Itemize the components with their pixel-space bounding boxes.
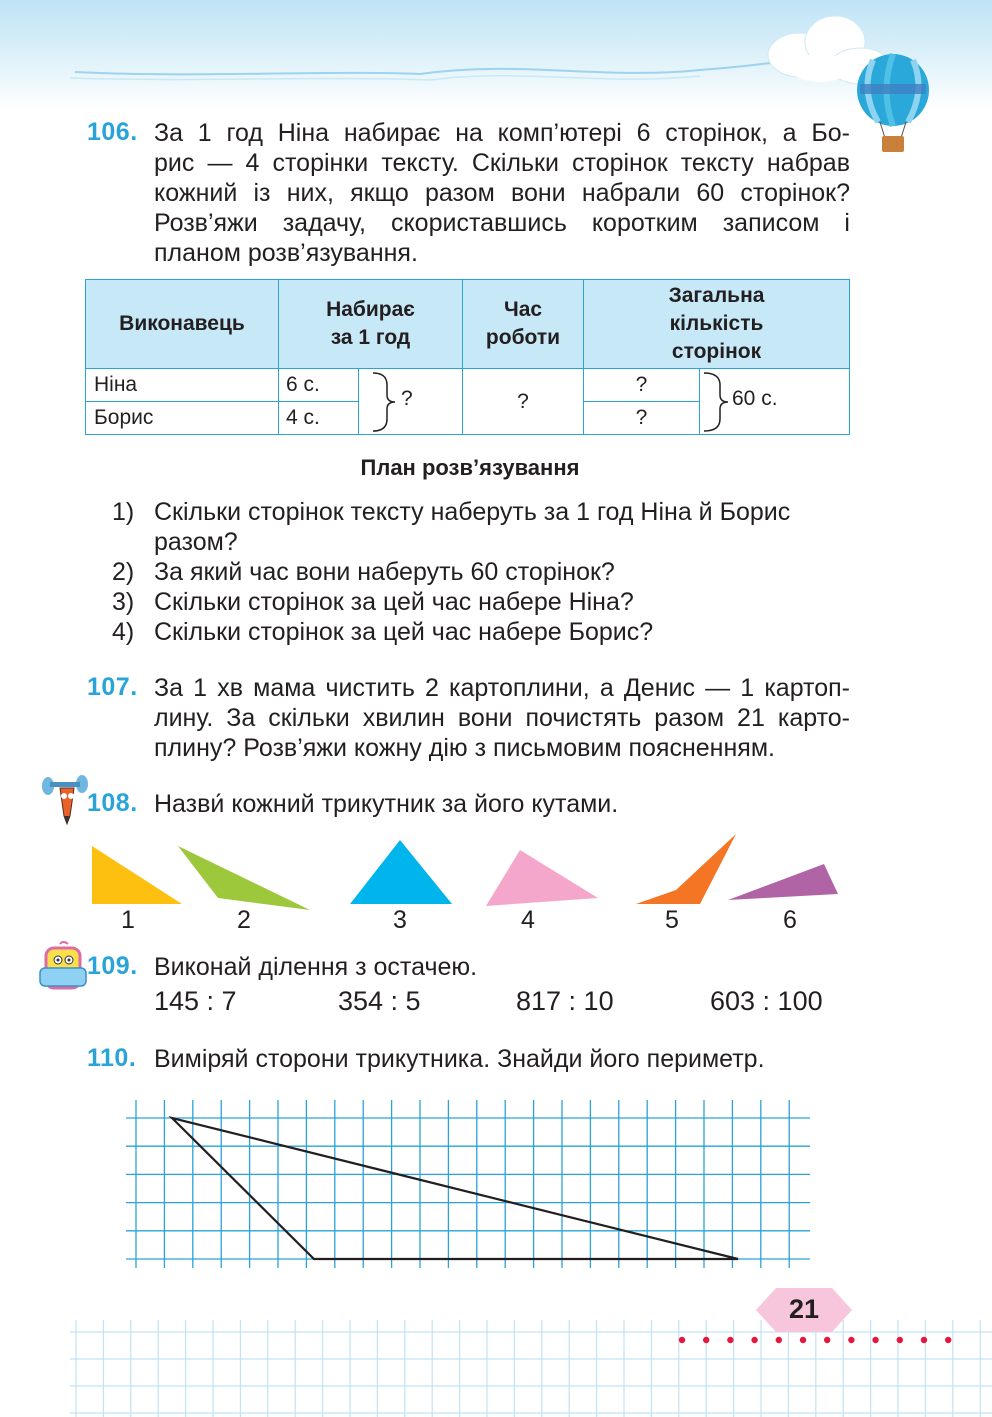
list-item <box>110 617 852 647</box>
item-text: Скільки сторінок тексту наберуть за 1 год Ніна й Борис <box>154 498 791 526</box>
triangles-figure <box>80 828 860 914</box>
triangle-label-5: 5 <box>665 906 679 934</box>
header-rate: Набирає за 1 год <box>279 280 463 369</box>
text-line: За 1 хв мама чистить 2 картоплини, а Денис — 1 картоп- <box>154 674 850 702</box>
table-header-row <box>86 280 850 369</box>
item-text: разом? <box>154 528 238 556</box>
text-line: Розв’яжи задачу, скориставшись коротким записом і <box>154 209 850 237</box>
task-109-number: 109. <box>87 952 138 980</box>
text-line: За 1 год Ніна набирає на комп’ютері 6 сторінок, а Бо- <box>154 119 850 147</box>
triangle-6 <box>728 864 838 900</box>
triangle-5 <box>636 834 736 904</box>
header-total: Загальна кількість сторінок <box>584 280 850 369</box>
text-line: лину. За скільки хвилин вони почистять разом 21 карто- <box>154 704 850 732</box>
list-item <box>110 497 852 557</box>
dot <box>776 1337 782 1343</box>
task-109-text: Виконай ділення з остачею. <box>154 953 478 981</box>
task-108-number: 108. <box>87 789 138 817</box>
task-107-text <box>154 673 850 763</box>
cell-rate: 4 с. <box>279 402 359 435</box>
cell-name: Ніна <box>86 369 279 402</box>
dots-decoration <box>670 1330 970 1350</box>
cell-time: ? <box>463 369 584 435</box>
task-107-number: 107. <box>87 673 138 701</box>
triangle-2 <box>178 846 310 910</box>
task-108-text: Назви́ кожний трикутник за його кутами. <box>154 790 619 818</box>
dot <box>703 1337 709 1343</box>
cell-name: Борис <box>86 402 279 435</box>
text-line: кожний із них, якщо разом вони набрали 60 сторінок? <box>154 179 850 207</box>
item-number: 2) <box>112 558 135 586</box>
page-number: 21 <box>788 1294 820 1324</box>
triangle-1 <box>92 846 182 904</box>
item-number: 4) <box>112 618 135 646</box>
cell-total: ? <box>584 402 700 435</box>
item-text: Скільки сторінок за цей час набере Ніна? <box>154 588 634 616</box>
plan-title: План розв’язування <box>360 455 580 480</box>
short-record-table <box>85 279 850 435</box>
item-number: 3) <box>112 588 135 616</box>
text-line: планом розв’язування. <box>154 239 418 267</box>
text-line: рис — 4 сторінки тексту. Скільки сторінок тексту набрав <box>154 149 850 177</box>
triangle-to-measure <box>172 1118 738 1259</box>
dot <box>679 1337 685 1343</box>
task-110-number: 110. <box>87 1044 137 1072</box>
dot <box>800 1337 806 1343</box>
item-text: Скільки сторінок за цей час набере Борис? <box>154 618 654 646</box>
cell-rate: 6 с. <box>279 369 359 402</box>
cell-total: ? <box>584 369 700 402</box>
division-expression: 145 : 7 <box>154 986 237 1016</box>
dot <box>921 1337 927 1343</box>
dot <box>751 1337 757 1343</box>
table-row <box>86 369 850 402</box>
triangle-4 <box>486 850 598 906</box>
triangle-label-2: 2 <box>237 906 251 934</box>
measurement-grid <box>126 1098 810 1270</box>
division-expression: 817 : 10 <box>516 986 614 1016</box>
backpack-character-icon <box>36 940 90 992</box>
item-number: 1) <box>112 498 135 526</box>
list-item <box>110 557 852 587</box>
rate-sum-value: ? <box>401 387 413 410</box>
dot <box>848 1337 854 1343</box>
text-line: плину? Розв’яжи кожну дію з письмовим поясненням. <box>154 734 775 762</box>
header-performer: Виконавець <box>86 280 279 369</box>
triangle-label-6: 6 <box>783 906 797 934</box>
dot <box>945 1337 951 1343</box>
triangle-3 <box>350 840 452 904</box>
cell-grand-total <box>700 369 850 435</box>
division-expression: 603 : 100 <box>710 986 823 1016</box>
grand-total-value: 60 с. <box>732 387 778 410</box>
task-106-text <box>154 118 850 268</box>
cell-rate-sum <box>359 369 463 435</box>
dot <box>897 1337 903 1343</box>
triangle-label-4: 4 <box>521 906 535 934</box>
task-110-text: Виміряй сторони трикутника. Знайди його периметр. <box>154 1045 765 1073</box>
brace-icon <box>359 369 469 435</box>
hot-air-balloon-icon <box>857 54 929 152</box>
pencil-character-icon <box>40 770 90 826</box>
dot <box>872 1337 878 1343</box>
plan-list <box>110 497 852 647</box>
dot <box>824 1337 830 1343</box>
triangle-label-1: 1 <box>121 906 135 934</box>
task-106-number: 106. <box>87 118 138 146</box>
division-expression: 354 : 5 <box>338 986 421 1016</box>
triangle-label-3: 3 <box>393 906 407 934</box>
item-text: За який час вони наберуть 60 сторінок? <box>154 558 615 586</box>
list-item <box>110 587 852 617</box>
dot <box>727 1337 733 1343</box>
header-time: Час роботи <box>463 280 584 369</box>
